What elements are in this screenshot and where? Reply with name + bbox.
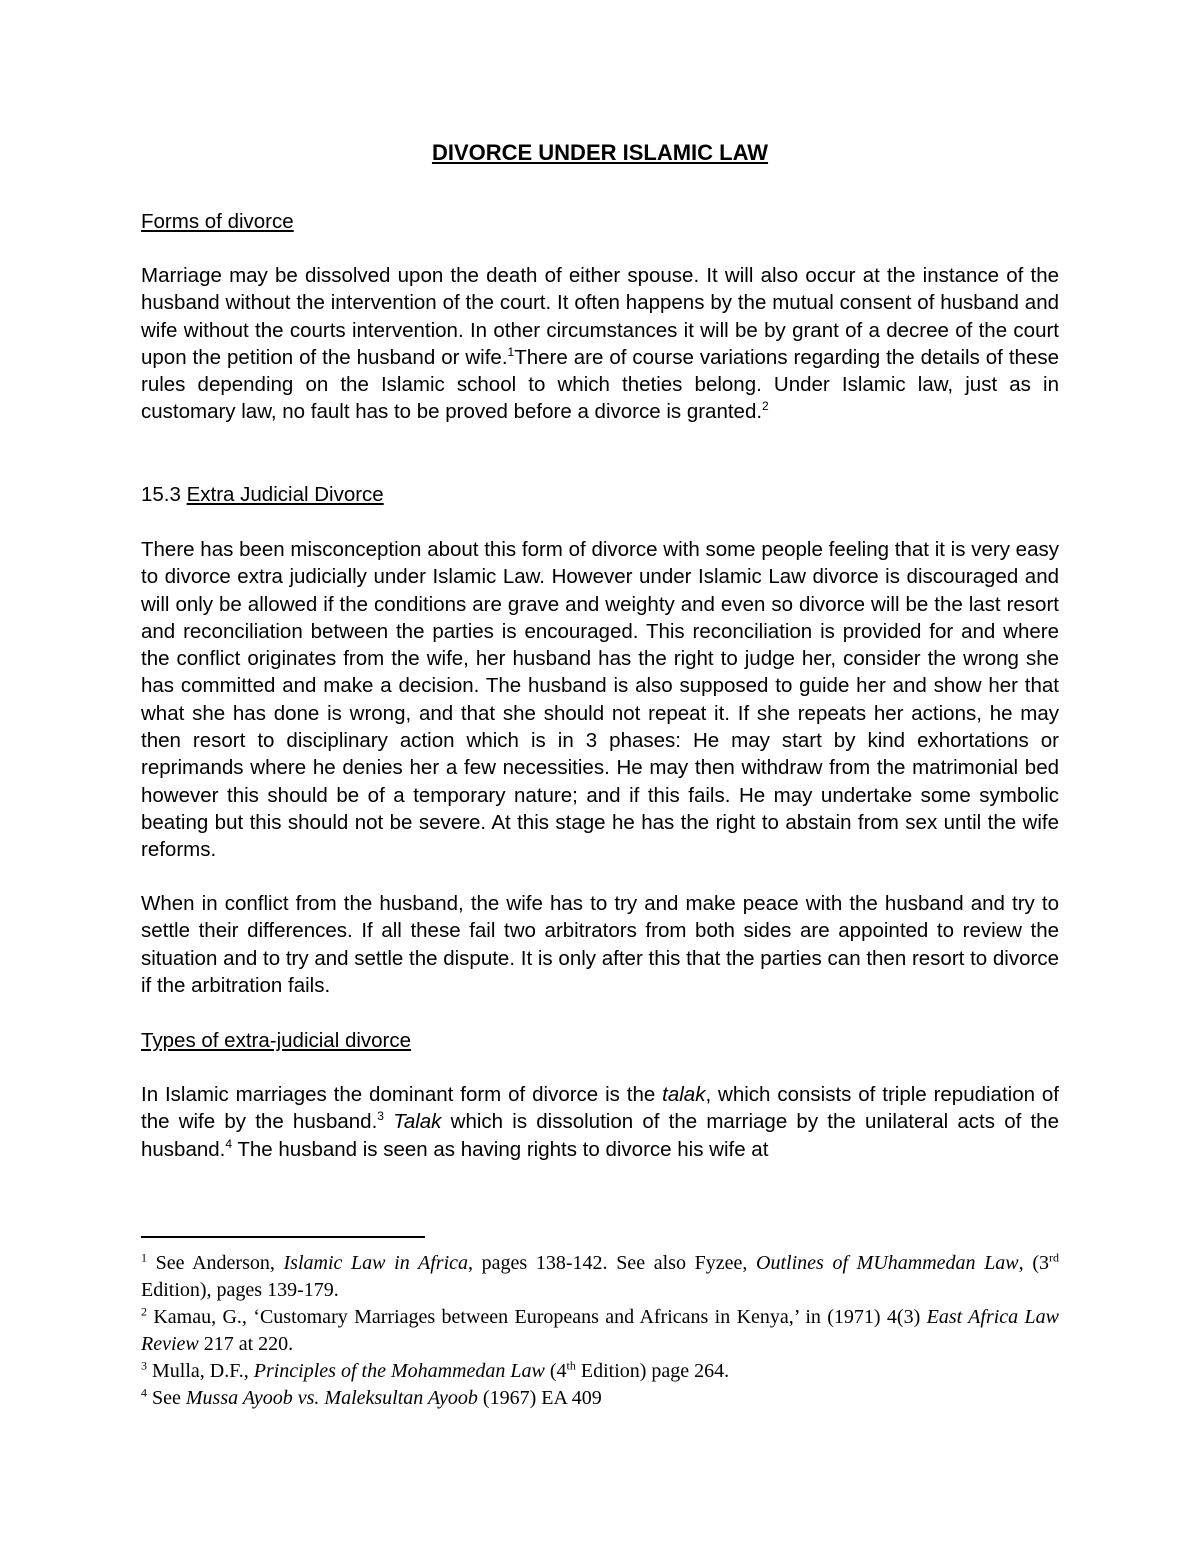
footnote-text: See bbox=[147, 1387, 186, 1409]
footnote-text: (1967) EA 409 bbox=[477, 1387, 602, 1409]
footnote-title: Islamic Law in Africa bbox=[283, 1252, 469, 1274]
footnote-ref[interactable]: 4 bbox=[225, 1136, 233, 1151]
section-heading-extra-judicial bbox=[141, 481, 384, 508]
page-title: DIVORCE UNDER ISLAMIC LAW bbox=[431, 140, 769, 165]
footnote-text: 217 at 220. bbox=[198, 1333, 294, 1355]
paragraph-text: , which consists of triple repudiation of the wife by the husband. bbox=[141, 1083, 1059, 1134]
footnotes bbox=[141, 1250, 1059, 1412]
footnote-text: Edition) page 264. bbox=[575, 1360, 730, 1382]
footnote-ref[interactable]: 1 bbox=[507, 345, 515, 360]
footnote-title: Principles of the Mohammedan Law bbox=[253, 1360, 545, 1382]
footnote-ref[interactable]: 3 bbox=[377, 1109, 384, 1124]
footnote-text: See Anderson, bbox=[147, 1252, 284, 1274]
footnote-title: East Africa Law Review bbox=[141, 1306, 1059, 1355]
paragraph-text: In Islamic marriages the dominant form of divorce is the bbox=[141, 1083, 663, 1106]
footnote-text: Kamau, G., ‘Customary Marriages between Europeans and Africans in Kenya,’ in (1971) 4(3) bbox=[147, 1306, 927, 1328]
footnote-text: (4 bbox=[544, 1360, 567, 1382]
section-number: 15.3 bbox=[141, 483, 181, 506]
paragraph-types-of-divorce bbox=[141, 1081, 1059, 1163]
paragraph-conflict-from-husband: When in conflict from the husband, the wife has to try and make peace with the husband and try to settle their differences. If all these fail two arbitrators from both sides are appointed to review the situation and to try and settle the dispute. It is only after this that the parties can then resort to divorce if the arbitration fails. bbox=[141, 892, 1059, 997]
footnote-title: Mussa Ayoob vs. Maleksultan Ayoob bbox=[185, 1387, 478, 1409]
paragraph-text: which is dissolution of the marriage by the unilateral acts of the husband. bbox=[141, 1110, 1059, 1161]
section-heading-types: Types of extra-judicial divorce bbox=[141, 1029, 412, 1052]
paragraph-text: Marriage may be dissolved upon the death of either spouse. It will also occur at the instance of the husband without the intervention of the court. It often happens by the mutual consent of husband and wife without the courts intervention. In other circumstances it will be by grant of a decree of the court upon the petition of the husband or wife. bbox=[141, 264, 1059, 369]
paragraph-forms-of-divorce bbox=[141, 262, 1059, 426]
footnote-text: , (3 bbox=[1018, 1252, 1049, 1274]
italic-term: talak bbox=[662, 1083, 706, 1106]
footnote-text: Mulla, D.F., bbox=[147, 1360, 254, 1382]
footnote-number: 4 bbox=[141, 1385, 147, 1400]
paragraph-text: There are of course variations regarding the details of these rules depending on the Islamic school to which theties belong. Under Islamic law, just as in customary law, no fault has to be proved before a divorce is granted. bbox=[141, 345, 1059, 424]
footnote-divider bbox=[141, 1236, 425, 1238]
footnote-title: Outlines of MUhammedan Law bbox=[756, 1252, 1019, 1274]
footnote-number: 1 bbox=[141, 1250, 147, 1265]
paragraph-extra-judicial: There has been misconception about this form of divorce with some people feeling that it is very easy to divorce extra judicially under Islamic Law. However under Islamic Law divorce is discouraged and will only be allowed if the conditions are grave and weighty and even so divorce will be the last resort and reconciliation between the parties is encouraged. This reconciliation is provided for and where the conflict originates from the wife, her husband has the right to judge her, consider the wrong she has committed and make a decision. The husband is also supposed to guide her and show her that what she has done is wrong, and that she should not repeat it. If she repeats her actions, he may then resort to disciplinary action which is in 3 phases: He may start by kind exhortations or reprimands where he denies her a few necessities. He may then withdraw from the matrimonial bed however this should be of a temporary nature; and if this fails. He may undertake some symbolic beating but this should not be severe. At this stage he has the right to abstain from sex until the wife reforms. bbox=[141, 538, 1059, 862]
ordinal-suffix: th bbox=[566, 1358, 576, 1373]
footnote-text: Edition), pages 139-179. bbox=[141, 1279, 339, 1301]
footnote-number: 3 bbox=[141, 1358, 147, 1373]
footnote-2 bbox=[141, 1304, 1059, 1358]
section-heading-forms: Forms of divorce bbox=[141, 210, 294, 233]
footnote-number: 2 bbox=[141, 1304, 147, 1319]
footnote-ref[interactable]: 2 bbox=[762, 399, 769, 414]
footnote-3 bbox=[141, 1358, 1059, 1385]
italic-term: Talak bbox=[393, 1110, 442, 1134]
section-heading-text: Extra Judicial Divorce bbox=[186, 483, 384, 506]
footnote-4 bbox=[141, 1385, 1059, 1412]
footnote-text: , pages 138-142. See also Fyzee, bbox=[468, 1252, 757, 1274]
paragraph-text: The husband is seen as having rights to divorce his wife at bbox=[232, 1137, 769, 1161]
ordinal-suffix: rd bbox=[1048, 1250, 1059, 1265]
footnote-1 bbox=[141, 1250, 1059, 1304]
